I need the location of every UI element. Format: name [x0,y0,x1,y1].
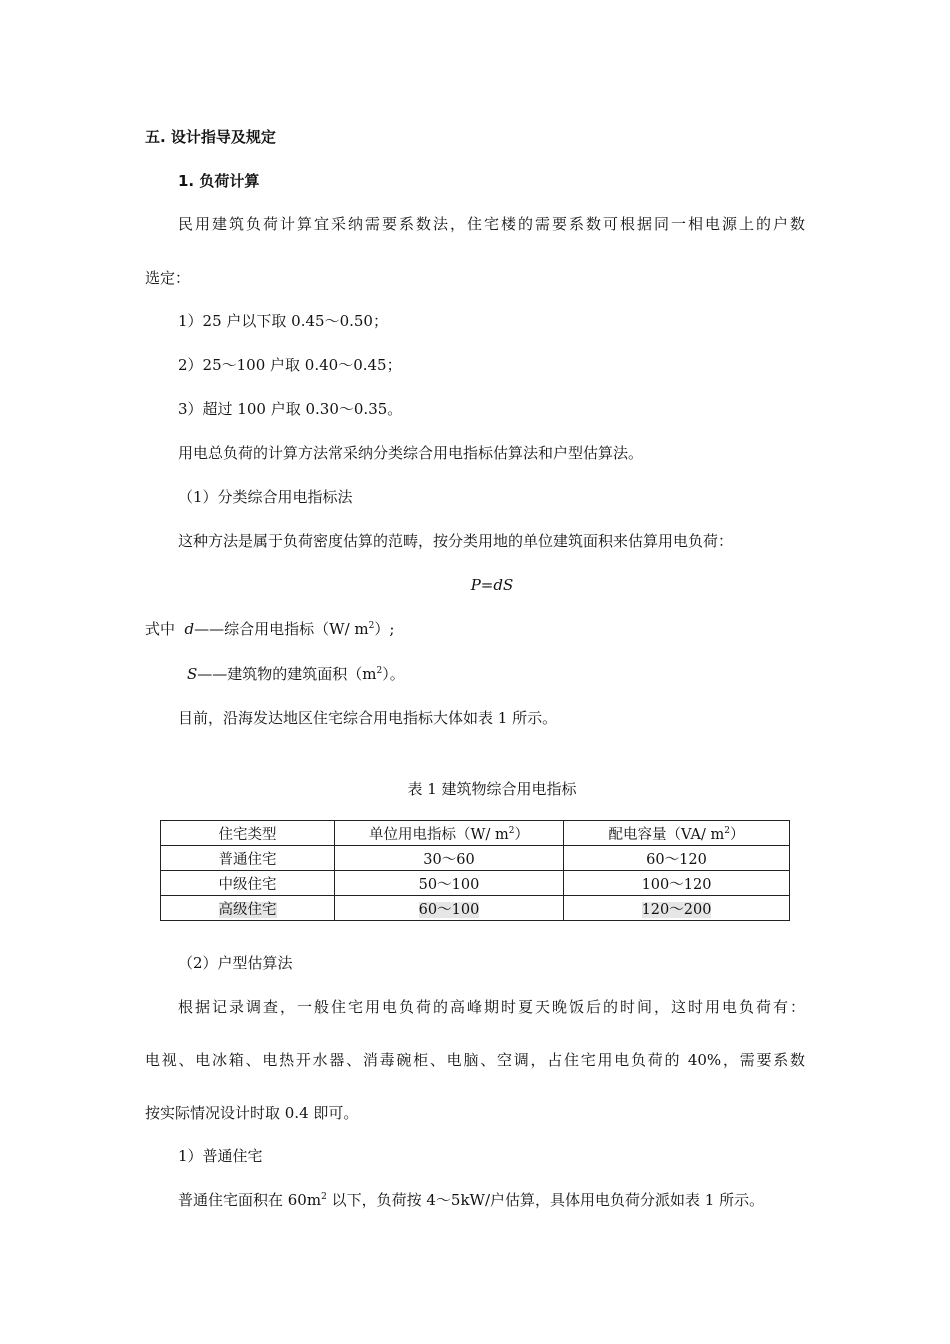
definition-text: ——建筑物的建筑面积（m [197,665,377,683]
list-item: 1）25 户以下取 0.45～0.50； [178,312,388,330]
definition-d [145,619,394,639]
paragraph: 这种方法是属于负荷密度估算的范畴，按分类用地的单位建筑面积来估算用电负荷： [178,532,734,550]
definition-text: ——综合用电指标（W/ m [194,620,369,638]
paragraph: 用电总负荷的计算方法常采纳分类综合用电指标估算法和户型估算法。 [178,444,644,462]
cell-index: 50～100 [335,871,564,896]
table-header-row [161,821,790,846]
paragraph-text: 普通住宅面积在 60m [178,1191,322,1209]
cell-capacity: 60～120 [564,846,790,871]
definition-s [187,664,405,684]
paragraph-line: 按实际情况设计时取 0.4 即可。 [145,1104,359,1122]
symbol-s: S [187,665,198,683]
paragraph-line: 选定： [145,269,191,287]
sub-heading: 1）普通住宅 [178,1147,263,1165]
paragraph-text: 以下，负荷按 4～5kW/户估算，具体用电负荷分派如表 1 所示。 [326,1191,765,1209]
list-item: 3）超过 100 户取 0.30～0.35。 [178,400,403,418]
cell-index: 30～60 [335,846,564,871]
table-row [161,896,790,921]
symbol-d: d [184,620,195,638]
paragraph: 目前，沿海发达地区住宅综合用电指标大体如表 1 所示。 [178,709,558,727]
superscript: 2 [321,1192,327,1202]
paragraph [178,1190,764,1210]
cell-index: 60～100 [335,896,564,921]
cell-type: 普通住宅 [161,846,335,871]
formula: P=dS [470,576,514,594]
header-unit-index: 单位用电指标（W/ $m^2$） [335,821,564,846]
table-caption: 表 1 建筑物综合用电指标 [407,780,577,798]
method-heading: （1）分类综合用电指标法 [178,488,353,506]
definition-end: ）; [374,620,395,638]
method-heading: （2）户型估算法 [178,954,293,972]
table-row [161,871,790,896]
paragraph-line: 电视、电冰箱、电热开水器、消毒碗柜、电脑、空调，占住宅用电负荷的 40%，需要系数 [145,1051,805,1069]
paragraph-line: 民用建筑负荷计算宜采纳需要系数法，住宅楼的需要系数可根据同一相电源上的户数 [178,215,805,233]
subsection-heading: 1. 负荷计算 [178,172,260,190]
superscript: 2 [368,621,375,631]
paragraph-line: 根据记录调查，一般住宅用电负荷的高峰期时夏天晚饭后的时间，这时用电负荷有： [178,998,805,1016]
cell-type: 高级住宅 [161,896,335,921]
definition-prefix: 式中 [145,620,185,638]
header-capacity: 配电容量（VA/ $m^2$） [564,821,790,846]
cell-capacity: 120～200 [564,896,790,921]
load-index-table [160,820,790,921]
superscript: 2 [376,666,383,676]
list-item: 2）25～100 户取 0.40～0.45； [178,356,402,374]
cell-capacity: 100～120 [564,871,790,896]
header-housing-type: 住宅类型 [161,821,335,846]
table-row [161,846,790,871]
definition-end: ）。 [382,665,405,683]
section-heading: 五. 设计指导及规定 [145,128,276,146]
cell-type: 中级住宅 [161,871,335,896]
